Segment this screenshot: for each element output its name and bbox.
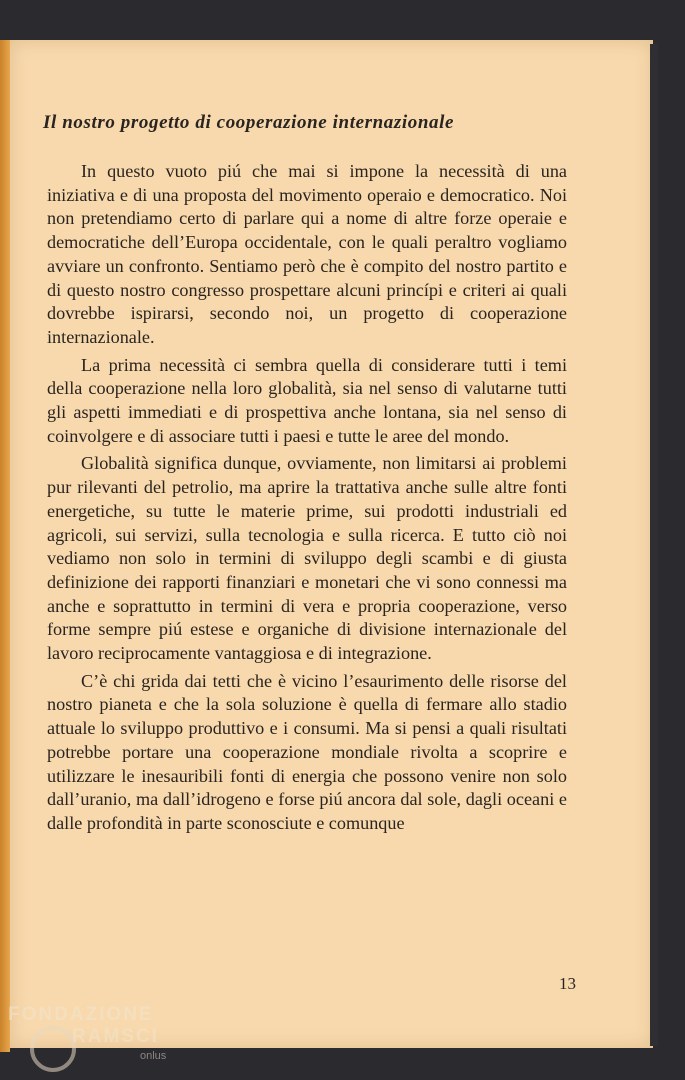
body-text <box>47 160 567 840</box>
page-edge <box>650 44 658 1046</box>
page-number: 13 <box>559 974 576 993</box>
watermark-line2: RAMSCI <box>72 1026 159 1047</box>
book-spine <box>0 40 10 1052</box>
paragraph: In questo vuoto piú che mai si impone la necessità di una iniziativa e di una proposta del movimento operaio e democratico. Noi non pretendiamo certo di parlare qui a nome di altre forze operaie e democratiche dell’Europa occidentale, con le quali peraltro vogliamo avviare un confronto. Sentiamo però che è compito del nostro partito e di questo nostro congresso prospettare alcuni princípi e criteri ai quali dovrebbe ispirarsi, secondo noi, un progetto di cooperazione internazionale. <box>47 161 567 347</box>
watermark-g-icon <box>30 1026 76 1072</box>
running-header: Il nostro progetto di cooperazione internazionale <box>43 112 455 133</box>
paragraph: La prima necessità ci sembra quella di considerare tutti i temi della cooperazione nella loro globalità, sia nel senso di valutarne tutti gli aspetti immediati e di prospettiva anche lontana, sia nel senso di coinvolgere e di associare tutti i paesi e tutte le aree del mondo. <box>47 354 567 446</box>
watermark-logo <box>2 1004 192 1080</box>
watermark-line1: FONDAZIONE <box>8 1004 154 1025</box>
paragraph: Globalità significa dunque, ovviamente, non limitarsi ai problemi pur rilevanti del petrolio, ma aprire la trattativa anche sulle altre fonti energetiche, su tutte le materie prime, sui prodotti industriali ed agricoli, sui servizi, sulla tecnologia e sulla ricerca. E tutto ciò noi vediamo non solo in termini di sviluppo degli scambi e di giusta definizione dei rapporti finanziari e monetari che vi sono connessi ma anche e soprattutto in termini di vera e propria cooperazione, verso forme sempre piú estese e organiche di divisione internazionale del lavoro reciprocamente vantaggiosa e di integrazione. <box>47 453 567 664</box>
watermark-subtitle: onlus <box>140 1050 167 1062</box>
paragraph: C’è chi grida dai tetti che è vicino l’esaurimento delle risorse del nostro pianeta e che la sola soluzione è quella di fermare allo stadio attuale lo sviluppo produttivo e i consumi. Ma si pensi a quali risultati potrebbe portare una cooperazione mondiale rivolta a scoprire e utilizzare le inesauribili fonti di energia che possono venire non solo dall’uranio, ma dall’idrogeno e forse piú ancora dal sole, dagli oceani e dalle profondità in parte sconosciute e comunque <box>47 670 567 833</box>
